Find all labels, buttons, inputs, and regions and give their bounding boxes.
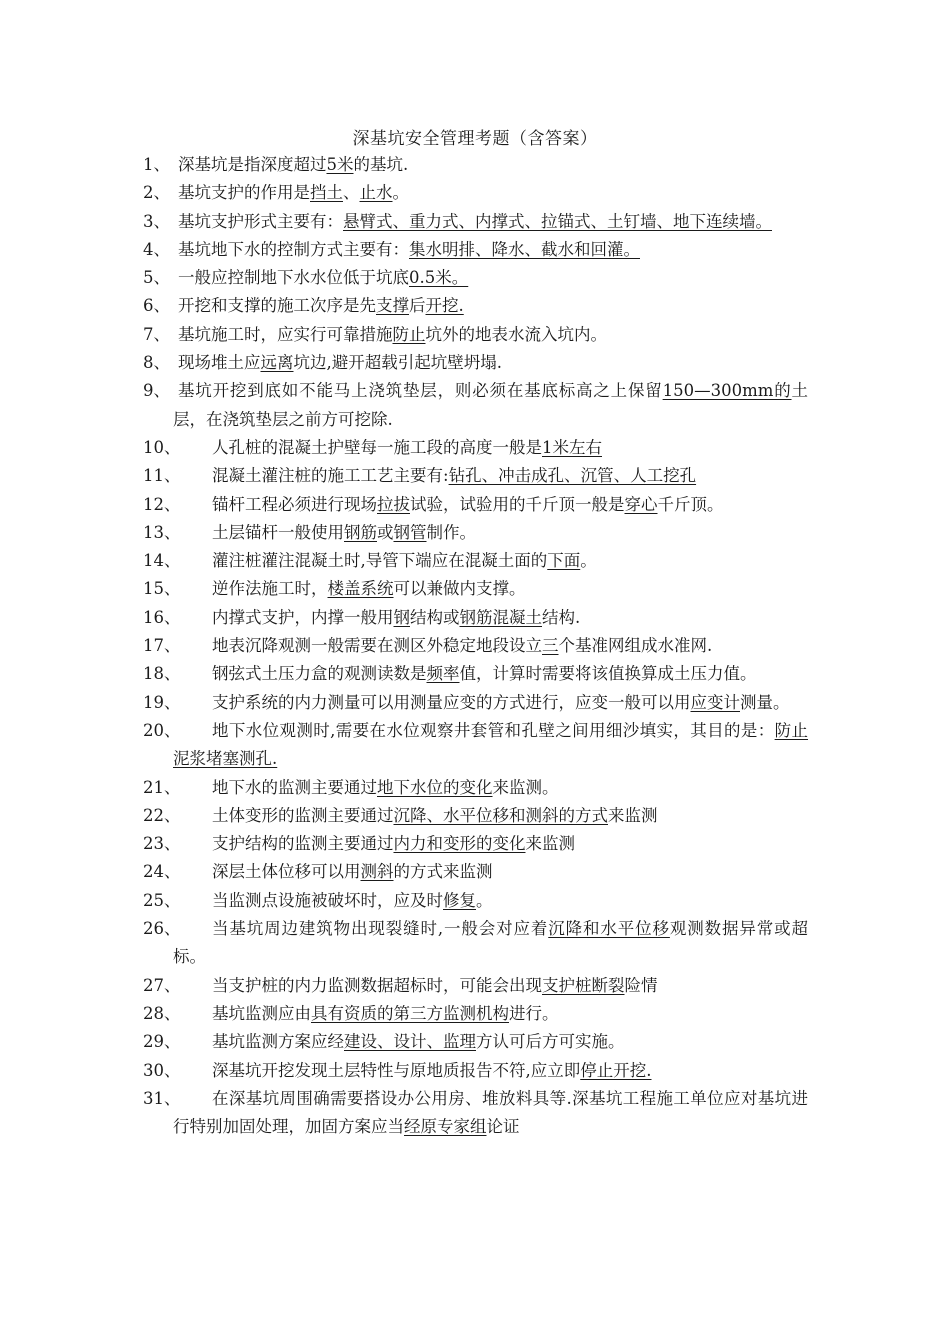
question-text: 试验，试验用的千斤顶一般是	[410, 494, 625, 514]
question-item	[143, 632, 808, 660]
question-text: 当基坑周边建筑物出现裂缝时,一般会对应着	[212, 919, 549, 939]
question-text: 当支护桩的内力监测数据超标时，可能会出现	[212, 975, 542, 995]
question-number: 26、	[143, 919, 181, 939]
question-number: 2、	[143, 183, 170, 203]
answer-text: 沉降、水平位移和测斜的方式	[393, 805, 608, 825]
answer-text: 5米	[326, 155, 354, 174]
question-item	[143, 972, 808, 1000]
question-number: 30、	[143, 1060, 181, 1080]
answer-text: 楼盖系统	[327, 579, 394, 599]
question-item	[143, 660, 808, 688]
question-number: 9、	[143, 381, 170, 401]
question-text: 锚杆工程必须进行现场	[212, 494, 377, 514]
question-number: 31、	[143, 1088, 181, 1108]
question-item	[143, 292, 808, 320]
question-number: 14、	[143, 551, 181, 571]
answer-text: 防止泥浆堵塞测孔.	[173, 720, 809, 769]
question-item	[143, 377, 808, 434]
answer-text: 建设、设计、监理	[344, 1032, 476, 1052]
answer-text: 修复	[443, 890, 476, 910]
question-text: 进行。	[509, 1003, 559, 1023]
question-text: 内撑式支护，内撑一般用	[212, 607, 394, 627]
question-number: 18、	[143, 664, 181, 684]
question-text: 现场堆土应	[178, 353, 261, 373]
question-text: 千斤顶。	[657, 494, 724, 514]
question-number: 22、	[143, 805, 181, 825]
question-number: 17、	[143, 636, 181, 656]
question-text: 土层，在浇筑垫层之前方可挖除.	[173, 381, 809, 429]
question-text: 基坑施工时，应实行可靠措施	[178, 324, 393, 344]
question-item	[143, 179, 808, 207]
question-item	[143, 717, 808, 774]
question-number: 13、	[143, 522, 181, 542]
question-text: 土层锚杆一般使用	[212, 522, 344, 542]
question-text: 基坑支护的作用是	[178, 183, 310, 203]
question-number: 6、	[143, 296, 170, 316]
question-text: 一般应控制地下水水位低于坑底	[178, 268, 409, 288]
question-item	[143, 236, 808, 264]
question-item	[143, 915, 808, 972]
question-text: 深基坑开挖发现土层特性与原地质报告不符,应立即	[212, 1060, 581, 1080]
question-text: 险情	[624, 975, 658, 995]
question-text: 或	[377, 522, 394, 542]
answer-text: 停止开挖.	[580, 1060, 652, 1080]
question-number: 27、	[143, 975, 181, 995]
question-number: 1、	[143, 155, 170, 174]
question-text: 观测数据异常或超标。	[173, 919, 808, 967]
question-text: 地下水位观测时,需要在水位观察井套管和孔壁之间用细沙填实，其目的是：	[212, 720, 775, 740]
question-text: 地下水的监测主要通过	[212, 777, 377, 797]
question-number: 3、	[143, 211, 170, 231]
answer-text: 钢管	[393, 522, 427, 542]
question-item	[143, 434, 808, 462]
question-text: 土体变形的监测主要通过	[212, 805, 394, 825]
question-item	[143, 802, 808, 830]
answer-text: 测斜	[360, 862, 394, 882]
question-text: 深基坑是指深度超过	[178, 155, 327, 174]
question-number: 10、	[143, 437, 181, 457]
question-text: 方认可后方可实施。	[476, 1032, 625, 1052]
answer-text: 挡土	[310, 183, 343, 203]
question-text: 人孔桩的混凝土护壁每一施工段的高度一般是	[212, 437, 542, 457]
question-text: 。	[392, 183, 409, 203]
question-text: 来监测	[525, 834, 575, 854]
question-item	[143, 689, 808, 717]
question-item	[143, 519, 808, 547]
answer-text: 内力和变形的变化	[393, 834, 526, 854]
question-item	[143, 321, 808, 349]
question-text: 灌注桩灌注混凝土时,导管下端应在混凝土面的	[212, 551, 548, 571]
question-number: 12、	[143, 494, 181, 514]
question-text: 钢弦式土压力盒的观测读数是	[212, 664, 427, 684]
question-item	[143, 491, 808, 519]
answer-text: 支护桩断裂	[542, 975, 625, 995]
question-text: 。	[476, 890, 493, 910]
answer-text: 150—300mm的	[662, 381, 792, 401]
answer-text: 频率	[426, 664, 460, 684]
question-text: 支护系统的内力测量可以用测量应变的方式进行，应变一般可以用	[212, 692, 691, 712]
answer-text: 钢	[393, 607, 410, 627]
question-text: 在深基坑周围确需要搭设办公用房、堆放料具等.深基坑工程施工单位应对基坑进行特别加固处理，加固方案应当	[173, 1088, 808, 1137]
question-number: 23、	[143, 834, 181, 854]
question-text: 基坑开挖到底如不能马上浇筑垫层，则必须在基底标高之上保留	[178, 381, 663, 401]
answer-text: 拉拔	[377, 494, 410, 514]
question-text: 后	[409, 296, 426, 316]
question-item	[143, 830, 808, 858]
question-number: 21、	[143, 777, 181, 797]
answer-text: 集水明排、降水、截水和回灌。	[409, 239, 640, 259]
question-number: 11、	[143, 466, 181, 486]
answer-text: 穿心	[624, 494, 658, 514]
question-text: 基坑支护形式主要有：	[178, 211, 343, 231]
question-text: 个基准网组成水准网.	[558, 636, 713, 656]
page-title: 深基坑安全管理考题（含答案）	[352, 129, 598, 149]
question-text: 深层土体位移可以用	[212, 862, 361, 882]
answer-text: 防止	[392, 324, 426, 344]
question-text: 坑外的地表水流入坑内。	[425, 324, 607, 344]
question-number: 20、	[143, 720, 181, 740]
question-item	[143, 264, 808, 292]
question-number: 4、	[143, 239, 170, 259]
question-text: 、	[343, 183, 360, 203]
question-text: 地表沉降观测一般需要在测区外稳定地段设立	[212, 636, 542, 656]
answer-text: 经原专家组	[404, 1117, 487, 1137]
question-number: 24、	[143, 862, 181, 882]
answer-text: 止水	[359, 183, 393, 203]
question-text: 测量。	[740, 692, 790, 712]
question-number: 29、	[143, 1032, 181, 1052]
answer-text: 地下水位的变化	[377, 777, 493, 797]
question-text: 基坑监测应由	[212, 1003, 311, 1023]
question-number: 16、	[143, 607, 181, 627]
answer-text: 开挖.	[425, 296, 464, 316]
answer-text: 钢筋	[344, 522, 377, 542]
question-item	[143, 1000, 808, 1028]
question-item	[143, 858, 808, 886]
question-text: 基坑监测方案应经	[212, 1032, 344, 1052]
answer-text: 0.5米。	[409, 268, 469, 288]
answer-text: 钻孔、冲击成孔、沉管、人工挖孔	[448, 466, 697, 486]
question-list	[143, 151, 808, 1141]
question-text: 逆作法施工时，	[212, 579, 328, 599]
question-item	[143, 887, 808, 915]
question-item	[143, 151, 808, 179]
question-text: 可以兼做内支撑。	[393, 579, 526, 599]
answer-text: 具有资质的第三方监测机构	[311, 1003, 509, 1023]
question-item	[143, 604, 808, 632]
answer-text: 应变计	[690, 692, 740, 712]
question-item	[143, 462, 808, 490]
question-text: 结构或	[410, 607, 460, 627]
question-number: 15、	[143, 579, 181, 599]
question-number: 25、	[143, 890, 181, 910]
question-item	[143, 1085, 808, 1142]
question-number: 19、	[143, 692, 181, 712]
question-item	[143, 1057, 808, 1085]
answer-text: 支撑	[376, 296, 409, 316]
question-text: 结构.	[542, 607, 581, 627]
question-text: 来监测。	[492, 777, 559, 797]
answer-text: 1米左右	[542, 437, 602, 457]
question-text: 坑边,避开超载引起坑壁坍塌.	[293, 353, 502, 373]
question-number: 5、	[143, 268, 170, 288]
question-number: 8、	[143, 353, 170, 373]
question-text: 支护结构的监测主要通过	[212, 834, 394, 854]
answer-text: 三	[542, 636, 559, 656]
question-number: 28、	[143, 1003, 181, 1023]
question-text: 开挖和支撑的施工次序是先	[178, 296, 376, 316]
question-text: 混凝土灌注桩的施工工艺主要有:	[212, 466, 449, 486]
question-text: 值，计算时需要将该值换算成土压力值。	[459, 664, 757, 684]
question-item	[143, 349, 808, 377]
question-text: 的基坑.	[353, 155, 409, 174]
question-item	[143, 774, 808, 802]
question-text: 基坑地下水的控制方式主要有：	[178, 239, 409, 259]
answer-text: 沉降和水平位移	[548, 919, 670, 939]
question-text: 来监测	[608, 805, 658, 825]
answer-text: 远离	[260, 353, 294, 373]
answer-text: 悬臂式、重力式、内撑式、拉锚式、土钉墙、地下连续墙。	[343, 211, 772, 231]
question-number: 7、	[143, 324, 170, 344]
question-text: 的方式来监测	[393, 862, 493, 882]
question-text: 。	[580, 551, 597, 571]
question-text: 当监测点设施被破坏时，应及时	[212, 890, 443, 910]
question-item	[143, 547, 808, 575]
question-text: 论证	[486, 1117, 520, 1137]
question-item	[143, 575, 808, 603]
question-item	[143, 1028, 808, 1056]
question-text: 制作。	[426, 522, 476, 542]
answer-text: 下面	[547, 551, 581, 571]
answer-text: 钢筋混凝土	[459, 607, 542, 627]
question-item	[143, 208, 808, 236]
